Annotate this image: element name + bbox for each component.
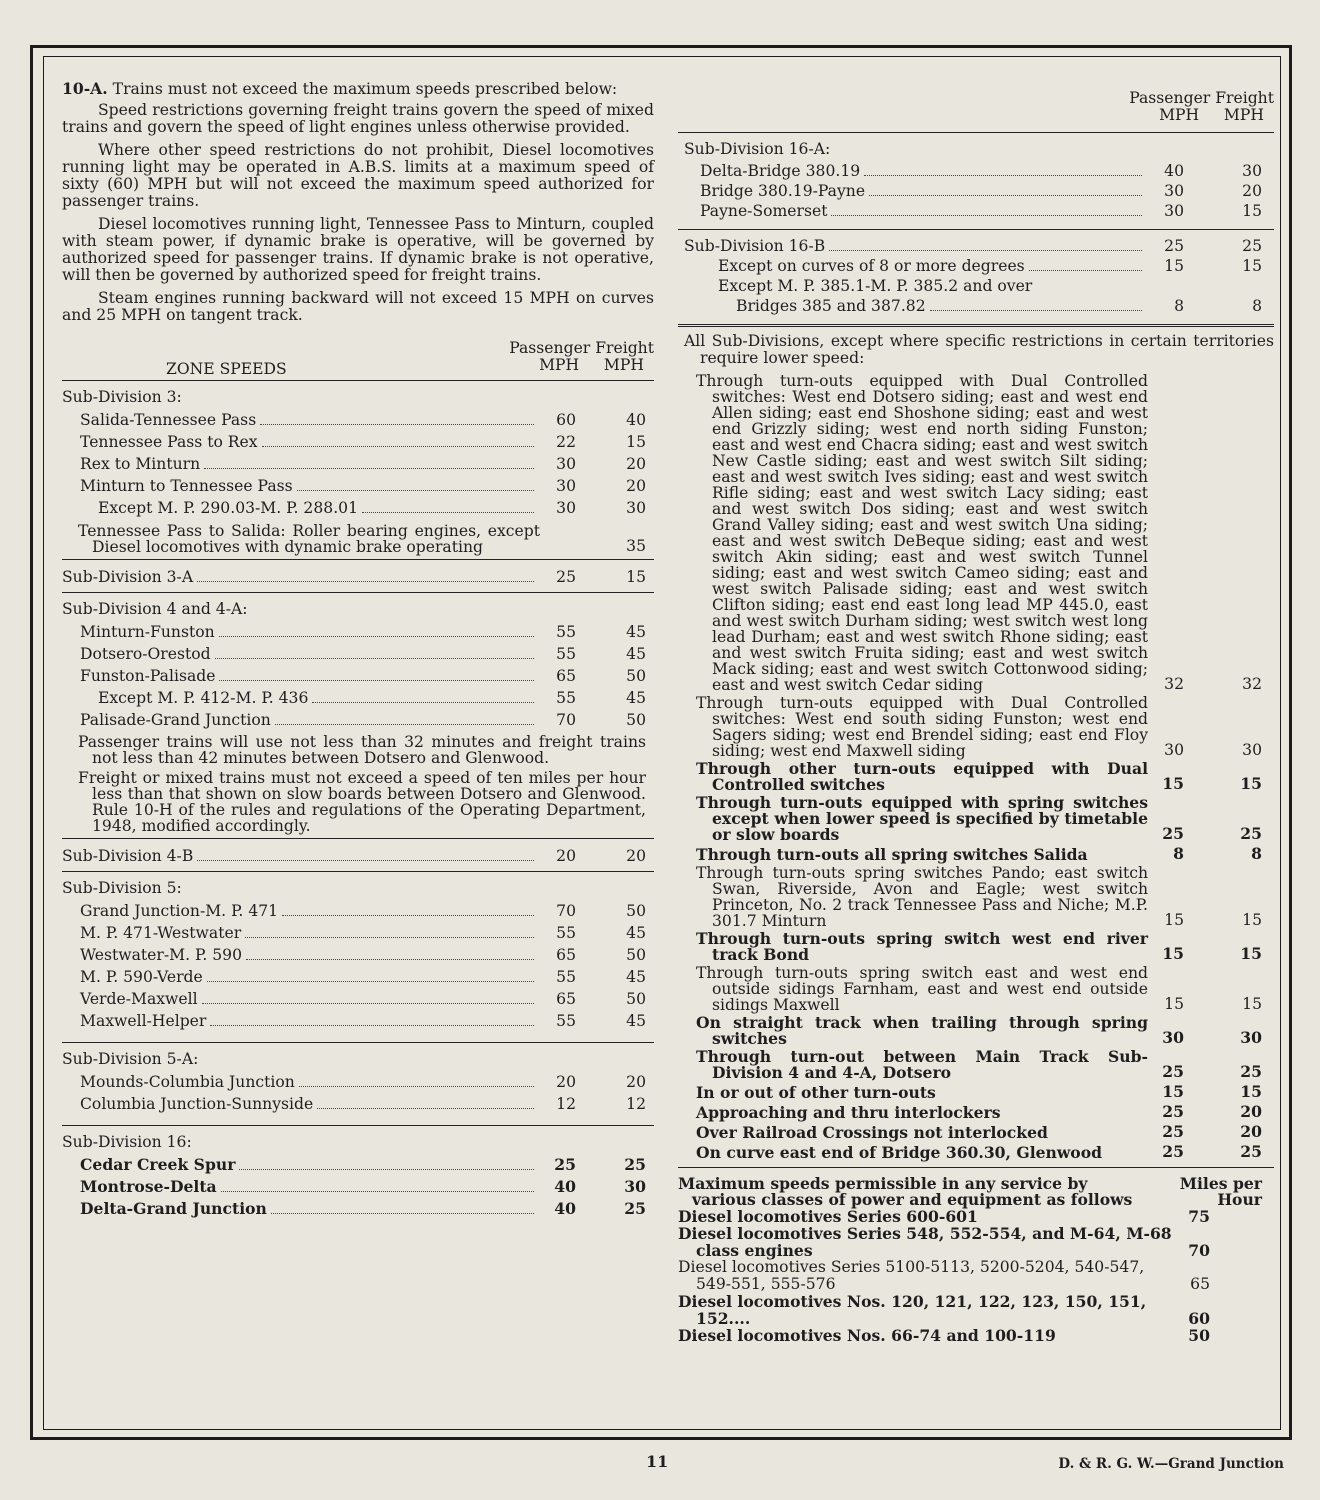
speed-row: Bridge 380.19-Payne 30 20 (700, 182, 1262, 200)
max-speed-row: Diesel locomotives Series 5100-5113, 5200-5204, 540-547, 549-551, 555-576 65 (678, 1258, 1210, 1293)
rule-number: 10-A. (62, 79, 108, 98)
speed-row: Sub-Division 16-B 25 25 (684, 237, 1262, 255)
speed-row: M. P. 471-Westwater 55 45 (80, 924, 646, 942)
turnout-item: Approaching and thru interlockers 25 20 (696, 1102, 1262, 1122)
speed-row: Verde-Maxwell 65 50 (80, 990, 646, 1008)
speed-row: Except M. P. 290.03-M. P. 288.01 30 30 (98, 499, 646, 517)
speed-row: Bridges 385 and 387.82 8 8 (736, 297, 1262, 315)
dotsero-glenwood-note: Passenger trains will use not less than 32 minutes and freight trains not less than 42 minutes between Dotsero and Glenwood. (78, 733, 646, 767)
divider (62, 1042, 654, 1043)
turnout-item: Through turn-out between Main Track Sub-Division 4 and 4-A, Dotsero 25 25 (696, 1047, 1262, 1082)
divider (678, 132, 1274, 133)
speed-row: Montrose-Delta 40 30 (80, 1177, 646, 1196)
speed-row: Minturn-Funston 55 45 (80, 623, 646, 641)
max-speeds-unit: Miles per Hour (1179, 1174, 1262, 1209)
turnout-item: Over Railroad Crossings not interlocked 25 20 (696, 1122, 1262, 1142)
turnout-item: Through turn-outs all spring switches Salida 8 8 (696, 844, 1262, 864)
column-headers (1129, 90, 1274, 124)
speed-row: Westwater-M. P. 590 65 50 (80, 946, 646, 964)
speed-row: Grand Junction-M. P. 471 70 50 (80, 902, 646, 920)
speed-row: Delta-Grand Junction 40 25 (80, 1199, 646, 1218)
column-headers (509, 340, 654, 374)
zone-speeds-header (62, 340, 654, 376)
speed-row: Salida-Tennessee Pass 60 40 (80, 411, 646, 429)
slow-board-note: Freight or mixed trains must not exceed a speed of ten miles per hour less than that shown on slow boards between Dotsero and Glenwood. Rule 10-H of the rules and regulations of the Operating Department, 1948, modified accordingly. (78, 769, 646, 835)
max-speed-row: Diesel locomotives Series 600-601 75 (678, 1207, 1210, 1226)
subdivision-title: Sub-Division 5-A: (62, 1050, 199, 1068)
max-speed-row: Diesel locomotives Nos. 120, 121, 122, 123, 150, 151, 152.... 60 (678, 1292, 1210, 1328)
turnout-item: Through turn-outs spring switch east and west end outside sidings Farnham, east and west end outside sidings Maxwell 15 15 (696, 964, 1262, 1014)
speed-row: Mounds-Columbia Junction 20 20 (80, 1073, 646, 1091)
speed-row: Columbia Junction-Sunnyside 12 12 (80, 1095, 646, 1113)
intro-paragraph-3: Diesel locomotives running light, Tennessee Pass to Minturn, coupled with steam power, if dynamic brake is operative, will be governed by authorized speed for passenger trains. If dynamic brake is not operative, will then be governed by authorized speed for freight trains. (62, 215, 654, 284)
max-speed-row: Diesel locomotives Nos. 66-74 and 100-119 50 (678, 1326, 1210, 1345)
right-column-header (678, 88, 1274, 128)
speed-row: M. P. 590-Verde 55 45 (80, 968, 646, 986)
turnout-item: Through turn-outs equipped with Dual Controlled switches: West end south siding Funston; west end Sagers siding; west end Brendel siding; east end Floy siding; west end Maxwell siding 30 30 (696, 694, 1262, 760)
roller-bearing-note: Tennessee Pass to Salida: Roller bearing engines, except Diesel locomotives with dynamic brake operating (78, 522, 540, 556)
zone-speeds-title: ZONE SPEEDS (166, 360, 287, 378)
speed-row: Cedar Creek Spur 25 25 (80, 1155, 646, 1174)
divider (62, 559, 654, 560)
page-number: 11 (646, 1452, 669, 1471)
turnout-item: Through other turn-outs equipped with Dual Controlled switches 15 15 (696, 759, 1262, 794)
column-header-units: MPH MPH (539, 356, 644, 374)
turnout-item: Through turn-outs equipped with Dual Controlled switches: West end Dotsero siding; east and west end Allen siding; east end Shoshone siding; east and west end Grizzly siding; west end north siding Funston; east and west end Chacra siding; east and west switch New Castle siding; east and west switch Silt siding; east and west switch Ives siding; east and west switch Rifle siding; east and west switch Lacy siding; east and west switch Dos siding; east and west switch Grand Valley siding; east and west switch Una siding; east and west switch DeBeque siding; east and west switch Akin siding; east and west switch Tunnel siding; east and west switch Cameo siding; east and west switch Palisade siding; east and west switch Clifton siding; east end east long lead MP 445.0, east and west switch Durham siding; west switch west long lead Durham; east and west switch Rhone siding; east and west switch Fruita siding; east and west switch Mack siding; east and west switch Cottonwood siding; east and west switch Cedar siding 32 32 (696, 372, 1262, 694)
subdivision-title: Sub-Division 4 and 4-A: (62, 600, 248, 618)
max-speeds-title: Maximum speeds permissible in any service by various classes of power and equipment as follows (678, 1174, 1133, 1209)
divider (678, 1167, 1274, 1168)
subdivision-title: Sub-Division 16: (62, 1133, 192, 1151)
subdivision-title: Sub-Division 16-A: (684, 140, 831, 158)
turnout-item: Through turn-outs spring switch west end river track Bond 15 15 (696, 929, 1262, 964)
speed-note-row: Tennessee Pass to Salida: Roller bearing engines, except Diesel locomotives with dynamic brake operating 35 (62, 523, 654, 555)
speed-row: Maxwell-Helper 55 45 (80, 1012, 646, 1030)
speed-row: Except M. P. 412-M. P. 436 55 45 (98, 689, 646, 707)
speed-row: Minturn to Tennessee Pass 30 20 (80, 477, 646, 495)
divider (62, 871, 654, 872)
left-column (62, 80, 654, 1220)
intro-paragraph-1: Speed restrictions governing freight trains govern the speed of mixed trains and govern the speed of light engines unless otherwise provided. (62, 101, 654, 136)
railroad-footer: D. & R. G. W.—Grand Junction (1058, 1456, 1284, 1472)
speed-row: Palisade-Grand Junction 70 50 (80, 711, 646, 729)
all-subdivisions-intro: All Sub-Divisions, except where specific restrictions in certain territories require lower speed: (684, 332, 1274, 367)
turnout-item: On straight track when trailing through spring switches 30 30 (696, 1013, 1262, 1048)
speed-row: Except on curves of 8 or more degrees 15 15 (718, 257, 1262, 275)
max-speeds-header (678, 1176, 1274, 1208)
speed-row: Rex to Minturn 30 20 (80, 455, 646, 473)
turnout-item: On curve east end of Bridge 360.30, Glenwood 25 25 (696, 1142, 1262, 1162)
divider (62, 380, 654, 381)
speed-row: Sub-Division 4-B 20 20 (62, 847, 646, 865)
right-column (678, 88, 1274, 1344)
double-divider (678, 324, 1274, 327)
speed-row: Tennessee Pass to Rex 22 15 (80, 433, 646, 451)
speed-row: Dotsero-Orestod 55 45 (80, 645, 646, 663)
turnout-item: Through turn-outs equipped with spring switches except when lower speed is specified by timetable or slow boards 25 25 (696, 793, 1262, 844)
turnout-item: In or out of other turn-outs 15 15 (696, 1082, 1262, 1102)
divider (678, 229, 1274, 230)
turnout-item: Through turn-outs spring switches Pando; east switch Swan, Riverside, Avon and Eagle; west switch Princeton, No. 2 track Tennessee Pass and Niche; M.P. 301.7 Minturn 15 15 (696, 864, 1262, 930)
speed-row: Delta-Bridge 380.19 40 30 (700, 162, 1262, 180)
speed-row: Except M. P. 385.1-M. P. 385.2 and over (718, 277, 1033, 295)
rule-text: Trains must not exceed the maximum speeds prescribed below: (112, 80, 618, 98)
column-header-units: MPH MPH (1159, 106, 1264, 124)
divider (62, 838, 654, 839)
speed-row: Payne-Somerset 30 15 (700, 202, 1262, 220)
rule-heading (62, 80, 654, 98)
divider (62, 1125, 654, 1126)
intro-paragraph-4: Steam engines running backward will not exceed 15 MPH on curves and 25 MPH on tangent track. (62, 289, 654, 324)
max-speed-row: Diesel locomotives Series 548, 552-554, and M-64, M-68 class engines 70 (678, 1224, 1210, 1260)
subdivision-title: Sub-Division 5: (62, 879, 182, 897)
speed-row: Sub-Division 3-A 25 15 (62, 568, 646, 586)
divider (62, 592, 654, 593)
speed-row: Funston-Palisade 65 50 (80, 667, 646, 685)
intro-paragraph-2: Where other speed restrictions do not prohibit, Diesel locomotives running light may be operated in A.B.S. limits at a maximum speed of sixty (60) MPH but will not exceed the maximum speed authorized for passenger trains. (62, 141, 654, 210)
subdivision-title: Sub-Division 3: (62, 388, 182, 406)
column-header-names: Passenger Freight (1129, 89, 1274, 107)
column-header-names: Passenger Freight (509, 339, 654, 357)
